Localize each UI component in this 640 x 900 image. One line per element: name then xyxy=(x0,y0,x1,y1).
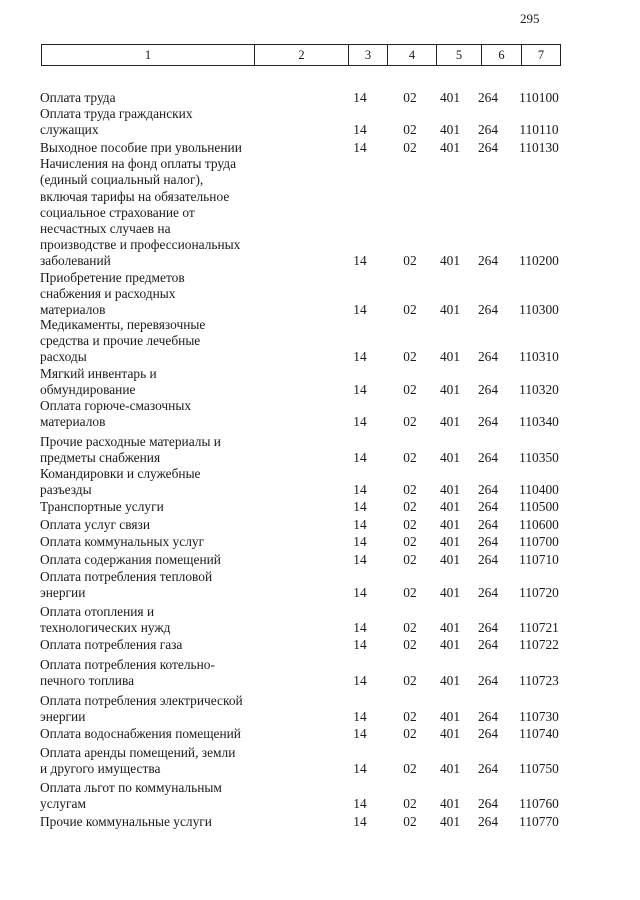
row-code-c6: 264 xyxy=(477,139,499,155)
table-row xyxy=(0,552,640,568)
table-row xyxy=(0,466,640,498)
row-name-line: технологических нужд xyxy=(40,619,171,635)
table-row xyxy=(0,693,640,725)
row-code-c6: 264 xyxy=(477,551,499,567)
row-code-c5: 401 xyxy=(439,813,461,829)
row-name-line: Оплата потребления котельно- xyxy=(40,656,215,672)
row-code-c4: 02 xyxy=(403,813,417,829)
row-code-c5: 401 xyxy=(439,708,461,724)
row-code-c5: 401 xyxy=(439,795,461,811)
row-name xyxy=(40,637,258,653)
row-code-c4: 02 xyxy=(403,725,417,741)
row-code-c4: 02 xyxy=(403,708,417,724)
row-code-c3: 14 xyxy=(353,481,367,497)
row-name-line: Оплата аренды помещений, земли xyxy=(40,744,236,760)
row-code-c6: 264 xyxy=(477,619,499,635)
row-code-c3: 14 xyxy=(353,89,367,105)
row-name xyxy=(40,366,258,398)
row-code-c5: 401 xyxy=(439,413,461,429)
row-code-c4: 02 xyxy=(403,252,417,268)
table-row xyxy=(0,569,640,601)
table-row xyxy=(0,270,640,318)
row-code-c7: 110730 xyxy=(519,708,559,724)
row-code-c3: 14 xyxy=(353,813,367,829)
row-code-c6: 264 xyxy=(477,584,499,600)
row-code-c4: 02 xyxy=(403,636,417,652)
row-code-c7: 110350 xyxy=(519,449,559,465)
row-code-c4: 02 xyxy=(403,516,417,532)
row-name-line: услугам xyxy=(40,795,86,811)
row-name-line: Оплата коммунальных услуг xyxy=(40,533,205,549)
row-code-c7: 110760 xyxy=(519,795,559,811)
table-row xyxy=(0,637,640,653)
row-name-line: материалов xyxy=(40,413,106,429)
row-code-c4: 02 xyxy=(403,301,417,317)
row-name-line: энергии xyxy=(40,708,86,724)
row-name-line: Оплата горюче-смазочных xyxy=(40,397,192,413)
row-name xyxy=(40,270,258,318)
row-name-line: служащих xyxy=(40,121,99,137)
row-code-c3: 14 xyxy=(353,760,367,776)
row-code-c4: 02 xyxy=(403,121,417,137)
row-code-c6: 264 xyxy=(477,636,499,652)
row-code-c7: 110770 xyxy=(519,813,559,829)
row-code-c6: 264 xyxy=(477,516,499,532)
row-name-line: Оплата потребления тепловой xyxy=(40,568,213,584)
row-name xyxy=(40,140,258,156)
table-row xyxy=(0,534,640,550)
header-col-4: 4 xyxy=(387,45,436,65)
row-code-c6: 264 xyxy=(477,498,499,514)
row-code-c4: 02 xyxy=(403,619,417,635)
row-name-line: расходы xyxy=(40,348,87,364)
table-row xyxy=(0,657,640,689)
row-name xyxy=(40,745,258,777)
table-row xyxy=(0,814,640,830)
row-code-c7: 110722 xyxy=(519,636,559,652)
table-row xyxy=(0,317,640,365)
row-code-c4: 02 xyxy=(403,551,417,567)
row-code-c5: 401 xyxy=(439,551,461,567)
row-name-line: Приобретение предметов xyxy=(40,269,185,285)
row-name-line: разъезды xyxy=(40,481,92,497)
row-code-c4: 02 xyxy=(403,672,417,688)
row-name xyxy=(40,106,258,138)
row-code-c5: 401 xyxy=(439,498,461,514)
row-code-c7: 110500 xyxy=(519,498,559,514)
row-name-line: несчастных случаев на xyxy=(40,220,171,236)
row-code-c5: 401 xyxy=(439,89,461,105)
row-name-line: Оплата труда гражданских xyxy=(40,105,193,121)
row-code-c7: 110400 xyxy=(519,481,559,497)
row-name-line: Медикаменты, перевязочные xyxy=(40,316,206,332)
row-code-c5: 401 xyxy=(439,301,461,317)
row-name xyxy=(40,517,258,533)
row-code-c4: 02 xyxy=(403,584,417,600)
row-name-line: Оплата труда xyxy=(40,89,116,105)
row-code-c4: 02 xyxy=(403,89,417,105)
row-name xyxy=(40,156,258,269)
row-code-c5: 401 xyxy=(439,672,461,688)
row-name-line: Оплата услуг связи xyxy=(40,516,150,532)
row-name-line: включая тарифы на обязательное xyxy=(40,188,230,204)
row-code-c7: 110723 xyxy=(519,672,559,688)
header-col-7: 7 xyxy=(521,45,560,65)
row-name-line: Начисления на фонд оплаты труда xyxy=(40,156,237,172)
row-name-line: и другого имущества xyxy=(40,760,161,776)
row-code-c5: 401 xyxy=(439,533,461,549)
row-code-c6: 264 xyxy=(477,89,499,105)
row-name-line: Оплата потребления электрической xyxy=(40,692,243,708)
row-code-c4: 02 xyxy=(403,481,417,497)
row-code-c6: 264 xyxy=(477,348,499,364)
row-code-c4: 02 xyxy=(403,413,417,429)
table-row xyxy=(0,434,640,466)
row-name-line: предметы снабжения xyxy=(40,449,161,465)
row-code-c5: 401 xyxy=(439,348,461,364)
header-col-5: 5 xyxy=(436,45,481,65)
row-code-c5: 401 xyxy=(439,481,461,497)
row-code-c7: 110721 xyxy=(519,619,559,635)
row-code-c3: 14 xyxy=(353,551,367,567)
table-row xyxy=(0,745,640,777)
table-row xyxy=(0,499,640,515)
row-code-c5: 401 xyxy=(439,584,461,600)
row-code-c3: 14 xyxy=(353,348,367,364)
row-code-c5: 401 xyxy=(439,636,461,652)
row-code-c7: 110320 xyxy=(519,381,559,397)
row-name xyxy=(40,693,258,725)
row-code-c4: 02 xyxy=(403,348,417,364)
row-code-c3: 14 xyxy=(353,516,367,532)
row-code-c3: 14 xyxy=(353,498,367,514)
row-code-c3: 14 xyxy=(353,381,367,397)
row-code-c3: 14 xyxy=(353,795,367,811)
row-code-c5: 401 xyxy=(439,760,461,776)
row-code-c4: 02 xyxy=(403,449,417,465)
row-name xyxy=(40,814,258,830)
row-code-c3: 14 xyxy=(353,449,367,465)
row-name-line: печного топлива xyxy=(40,672,135,688)
row-code-c3: 14 xyxy=(353,725,367,741)
table-row xyxy=(0,517,640,533)
row-code-c3: 14 xyxy=(353,139,367,155)
row-name-line: Мягкий инвентарь и xyxy=(40,365,157,381)
header-col-6: 6 xyxy=(481,45,521,65)
row-name-line: Оплата водоснабжения помещений xyxy=(40,725,241,741)
row-name xyxy=(40,552,258,568)
row-code-c7: 110600 xyxy=(519,516,559,532)
row-name-line: Оплата потребления газа xyxy=(40,636,183,652)
row-code-c6: 264 xyxy=(477,813,499,829)
row-name xyxy=(40,657,258,689)
row-code-c5: 401 xyxy=(439,619,461,635)
row-code-c6: 264 xyxy=(477,672,499,688)
row-name-line: средства и прочие лечебные xyxy=(40,332,201,348)
row-name-line: Прочие расходные материалы и xyxy=(40,433,221,449)
row-code-c5: 401 xyxy=(439,516,461,532)
row-code-c6: 264 xyxy=(477,449,499,465)
row-name-line: Прочие коммунальные услуги xyxy=(40,813,212,829)
row-code-c6: 264 xyxy=(477,301,499,317)
header-col-2: 2 xyxy=(254,45,348,65)
row-code-c3: 14 xyxy=(353,619,367,635)
row-code-c6: 264 xyxy=(477,381,499,397)
row-name xyxy=(40,726,258,742)
row-code-c6: 264 xyxy=(477,795,499,811)
row-code-c3: 14 xyxy=(353,301,367,317)
table-row xyxy=(0,780,640,812)
row-name-line: заболеваний xyxy=(40,252,111,268)
row-code-c4: 02 xyxy=(403,533,417,549)
row-name xyxy=(40,317,258,365)
row-code-c6: 264 xyxy=(477,252,499,268)
row-code-c3: 14 xyxy=(353,533,367,549)
row-code-c6: 264 xyxy=(477,760,499,776)
row-name xyxy=(40,398,258,430)
row-name-line: Командировки и служебные xyxy=(40,465,201,481)
row-code-c6: 264 xyxy=(477,481,499,497)
row-name-line: материалов xyxy=(40,301,106,317)
row-name-line: энергии xyxy=(40,584,86,600)
row-code-c5: 401 xyxy=(439,121,461,137)
row-name-line: Оплата отопления и xyxy=(40,603,155,619)
row-name xyxy=(40,90,258,106)
row-name xyxy=(40,499,258,515)
row-code-c5: 401 xyxy=(439,449,461,465)
table-row xyxy=(0,90,640,106)
row-code-c7: 110700 xyxy=(519,533,559,549)
row-name-line: снабжения и расходных xyxy=(40,285,176,301)
row-code-c7: 110750 xyxy=(519,760,559,776)
page-number: 295 xyxy=(520,11,540,26)
table-row xyxy=(0,604,640,636)
row-code-c6: 264 xyxy=(477,413,499,429)
row-code-c4: 02 xyxy=(403,381,417,397)
row-code-c6: 264 xyxy=(477,121,499,137)
row-name xyxy=(40,534,258,550)
row-name-line: Выходное пособие при увольнении xyxy=(40,139,242,155)
column-header-table xyxy=(41,44,561,66)
row-code-c7: 110200 xyxy=(519,252,559,268)
row-name-line: (единый социальный налог), xyxy=(40,172,204,188)
row-name-line: Транспортные услуги xyxy=(40,498,164,514)
row-code-c3: 14 xyxy=(353,672,367,688)
header-col-3: 3 xyxy=(348,45,387,65)
row-code-c7: 110100 xyxy=(519,89,559,105)
row-code-c3: 14 xyxy=(353,584,367,600)
row-code-c7: 110340 xyxy=(519,413,559,429)
row-name xyxy=(40,569,258,601)
table-row xyxy=(0,156,640,269)
row-name xyxy=(40,604,258,636)
row-code-c7: 110710 xyxy=(519,551,559,567)
row-code-c3: 14 xyxy=(353,413,367,429)
row-code-c7: 110300 xyxy=(519,301,559,317)
row-name-line: социальное страхование от xyxy=(40,204,195,220)
row-code-c5: 401 xyxy=(439,139,461,155)
row-code-c5: 401 xyxy=(439,252,461,268)
table-row xyxy=(0,398,640,430)
row-code-c4: 02 xyxy=(403,760,417,776)
table-row xyxy=(0,140,640,156)
table-row xyxy=(0,366,640,398)
table-row xyxy=(0,726,640,742)
row-code-c3: 14 xyxy=(353,708,367,724)
row-code-c4: 02 xyxy=(403,795,417,811)
row-name-line: Оплата льгот по коммунальным xyxy=(40,779,222,795)
row-code-c4: 02 xyxy=(403,498,417,514)
row-name-line: Оплата содержания помещений xyxy=(40,551,221,567)
row-name xyxy=(40,466,258,498)
row-code-c6: 264 xyxy=(477,708,499,724)
row-code-c7: 110110 xyxy=(519,121,559,137)
row-code-c6: 264 xyxy=(477,533,499,549)
row-code-c3: 14 xyxy=(353,636,367,652)
row-code-c3: 14 xyxy=(353,121,367,137)
row-name xyxy=(40,434,258,466)
row-code-c7: 110130 xyxy=(519,139,559,155)
row-code-c5: 401 xyxy=(439,725,461,741)
row-code-c4: 02 xyxy=(403,139,417,155)
row-name xyxy=(40,780,258,812)
row-name-line: обмундирование xyxy=(40,381,136,397)
row-name-line: производстве и профессиональных xyxy=(40,236,241,252)
row-code-c7: 110310 xyxy=(519,348,559,364)
table-row xyxy=(0,106,640,138)
row-code-c6: 264 xyxy=(477,725,499,741)
row-code-c7: 110740 xyxy=(519,725,559,741)
header-col-1: 1 xyxy=(144,47,152,62)
row-code-c3: 14 xyxy=(353,252,367,268)
row-code-c7: 110720 xyxy=(519,584,559,600)
row-code-c5: 401 xyxy=(439,381,461,397)
